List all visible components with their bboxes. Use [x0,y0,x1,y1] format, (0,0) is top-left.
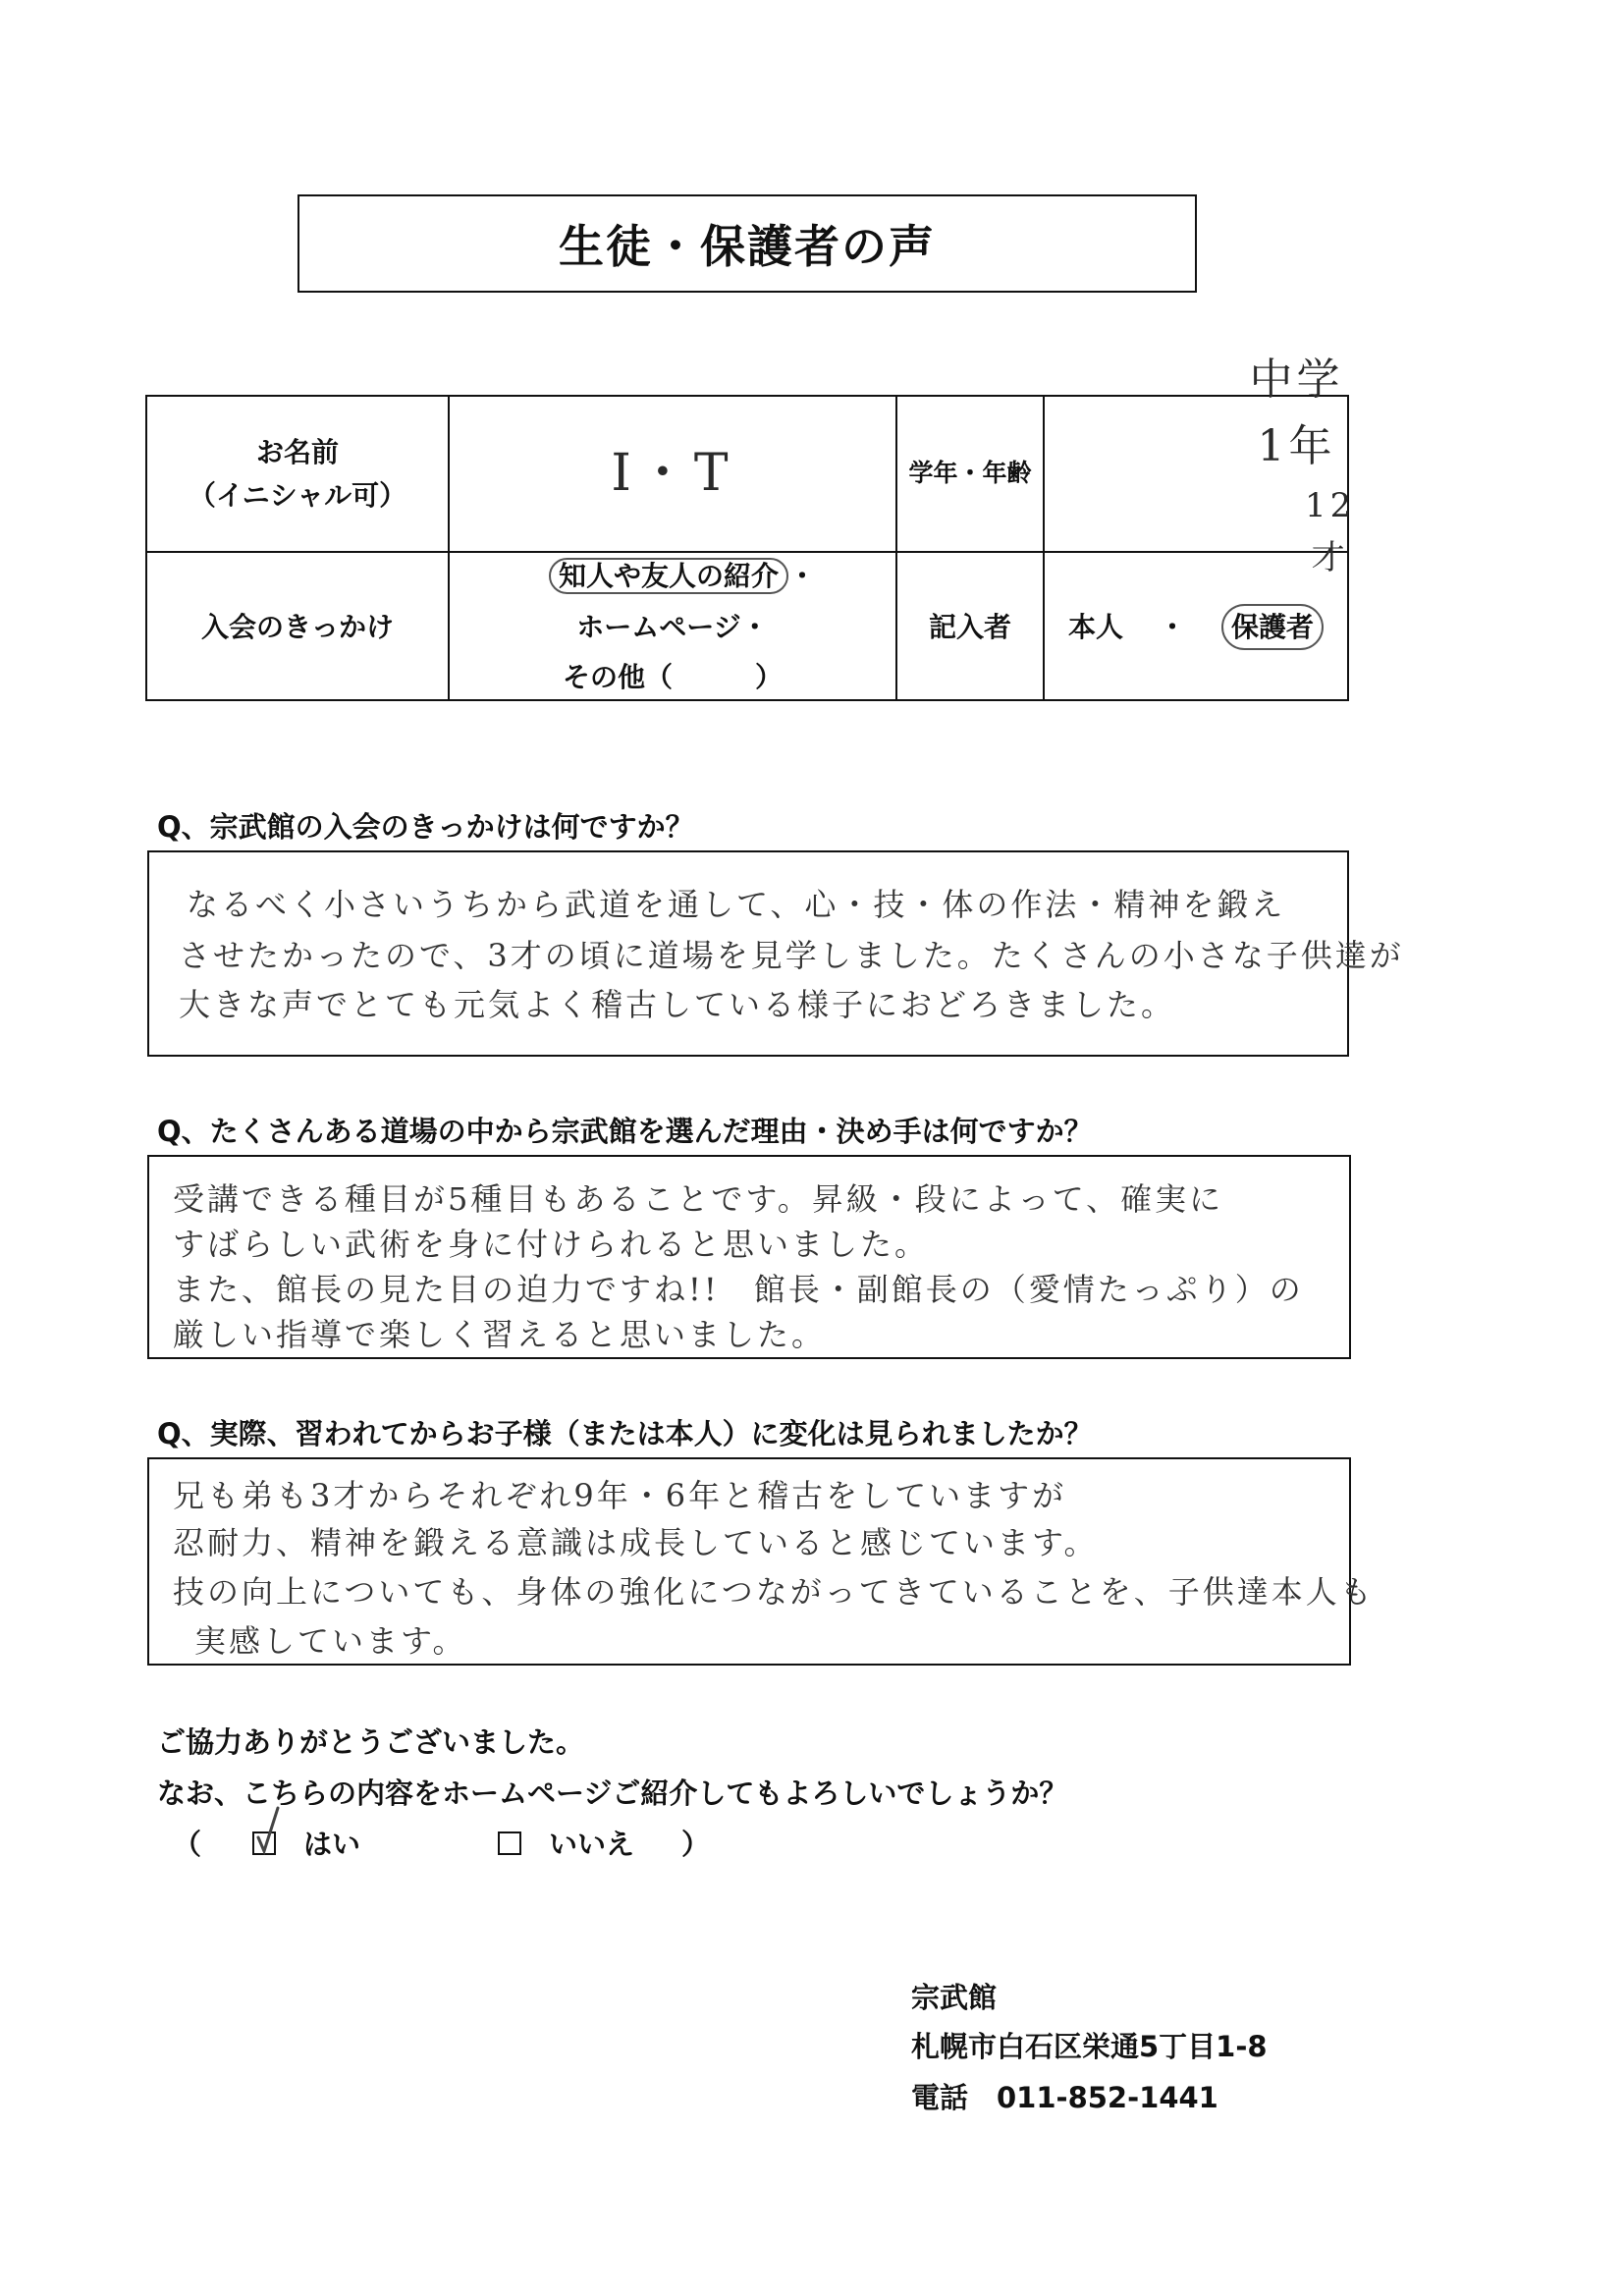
reason-label-cell [147,553,448,701]
answer-3-line-3: 技の向上についても、身体の強化につながってきていることを、子供達本人も [173,1573,1375,1611]
answer-box-2 [147,1155,1351,1359]
answer-2-line-1: 受講できる種目が5種目もあることです。昇級・段によって、確実に [173,1180,1224,1218]
yes-checkbox[interactable] [252,1831,276,1855]
name-value: I・T [611,444,734,504]
name-label-cell [147,397,448,551]
writer-option-self: 本人 [1067,610,1123,643]
paren-close: ） [681,1828,711,1861]
org-name: 宗武館 [911,1981,998,2014]
reason-option-homepage: ホームページ・ [576,610,769,643]
page-title: 生徒・保護者の声 [298,194,1197,293]
answer-3-line-2: 忍耐力、精神を鍛える意識は成長していると感じています。 [173,1524,1099,1561]
name-label: お名前 [255,436,339,469]
reason-label: 入会のきっかけ [200,610,394,643]
writer-option-guardian: 保護者 [1221,604,1324,650]
grade-label-cell [897,397,1043,551]
reason-option-other: その他（ ） [562,661,783,694]
question-3: Q、実際、習われてからお子様（または本人）に変化は見られましたか？ [157,1417,1093,1450]
question-1: Q、宗武館の入会のきっかけは何ですか？ [157,810,694,844]
grade-label: 学年・年齢 [908,459,1032,488]
permission-question: なお、こちらの内容をホームページご紹介してもよろしいでしょうか？ [157,1777,1068,1810]
answer-box-3 [147,1457,1375,1666]
answer-1-line-3: 大きな声でとても元気よく稽古している様子におどろきました。 [179,986,1176,1023]
answer-3-line-1: 兄も弟も3才からそれぞれ9年・6年と稽古をしていますが [173,1477,1067,1514]
answer-3-line-4: 実感しています。 [194,1622,467,1660]
writer-label: 記入者 [928,610,1011,643]
permission-options [173,1823,710,1863]
age-value: 12才 [1305,486,1356,577]
check-mark-icon [252,1806,282,1855]
grade-value: 中学1年 [1249,354,1344,471]
answer-2-line-3: また、館長の見た目の迫力ですね!! 館長・副館長の（愛情たっぷり）の [173,1271,1304,1308]
org-phone: 電話 011-852-1441 [911,2081,1218,2114]
reason-option-acquaintance: 知人や友人の紹介 [549,558,788,594]
org-address: 札幌市白石区栄通5丁目1-8 [911,2030,1268,2063]
info-table [145,354,1356,701]
writer-option-separator: ・ [1158,610,1186,643]
answer-box-1 [147,850,1404,1057]
reason-options-cell [450,553,895,701]
thanks-text: ご協力ありがとうございました。 [157,1725,585,1759]
grade-value-cell [1045,354,1356,577]
question-2: Q、たくさんある道場の中から宗武館を選んだ理由・決め手は何ですか？ [157,1115,1093,1148]
writer-label-cell [897,553,1043,701]
no-label: いいえ [549,1828,635,1861]
writer-options-cell [1045,553,1347,701]
no-checkbox[interactable] [498,1831,521,1855]
answer-1-line-2: させたかったので、3才の頃に道場を見学しました。たくさんの小さな子供達が [179,937,1404,974]
reason-option-separator: ・ [788,559,817,592]
yes-label: はい [303,1828,361,1861]
name-label-sub: （イニシャル可） [188,478,407,512]
paren-open: （ [173,1828,202,1861]
answer-2-line-2: すばらしい武術を身に付けられると思いました。 [173,1226,930,1263]
answer-1-line-1: なるべく小さいうちから武道を通して、心・技・体の作法・精神を鍛え [187,886,1286,923]
name-value-cell [450,397,895,551]
answer-2-line-4: 厳しい指導で楽しく習えると思いました。 [173,1316,827,1353]
